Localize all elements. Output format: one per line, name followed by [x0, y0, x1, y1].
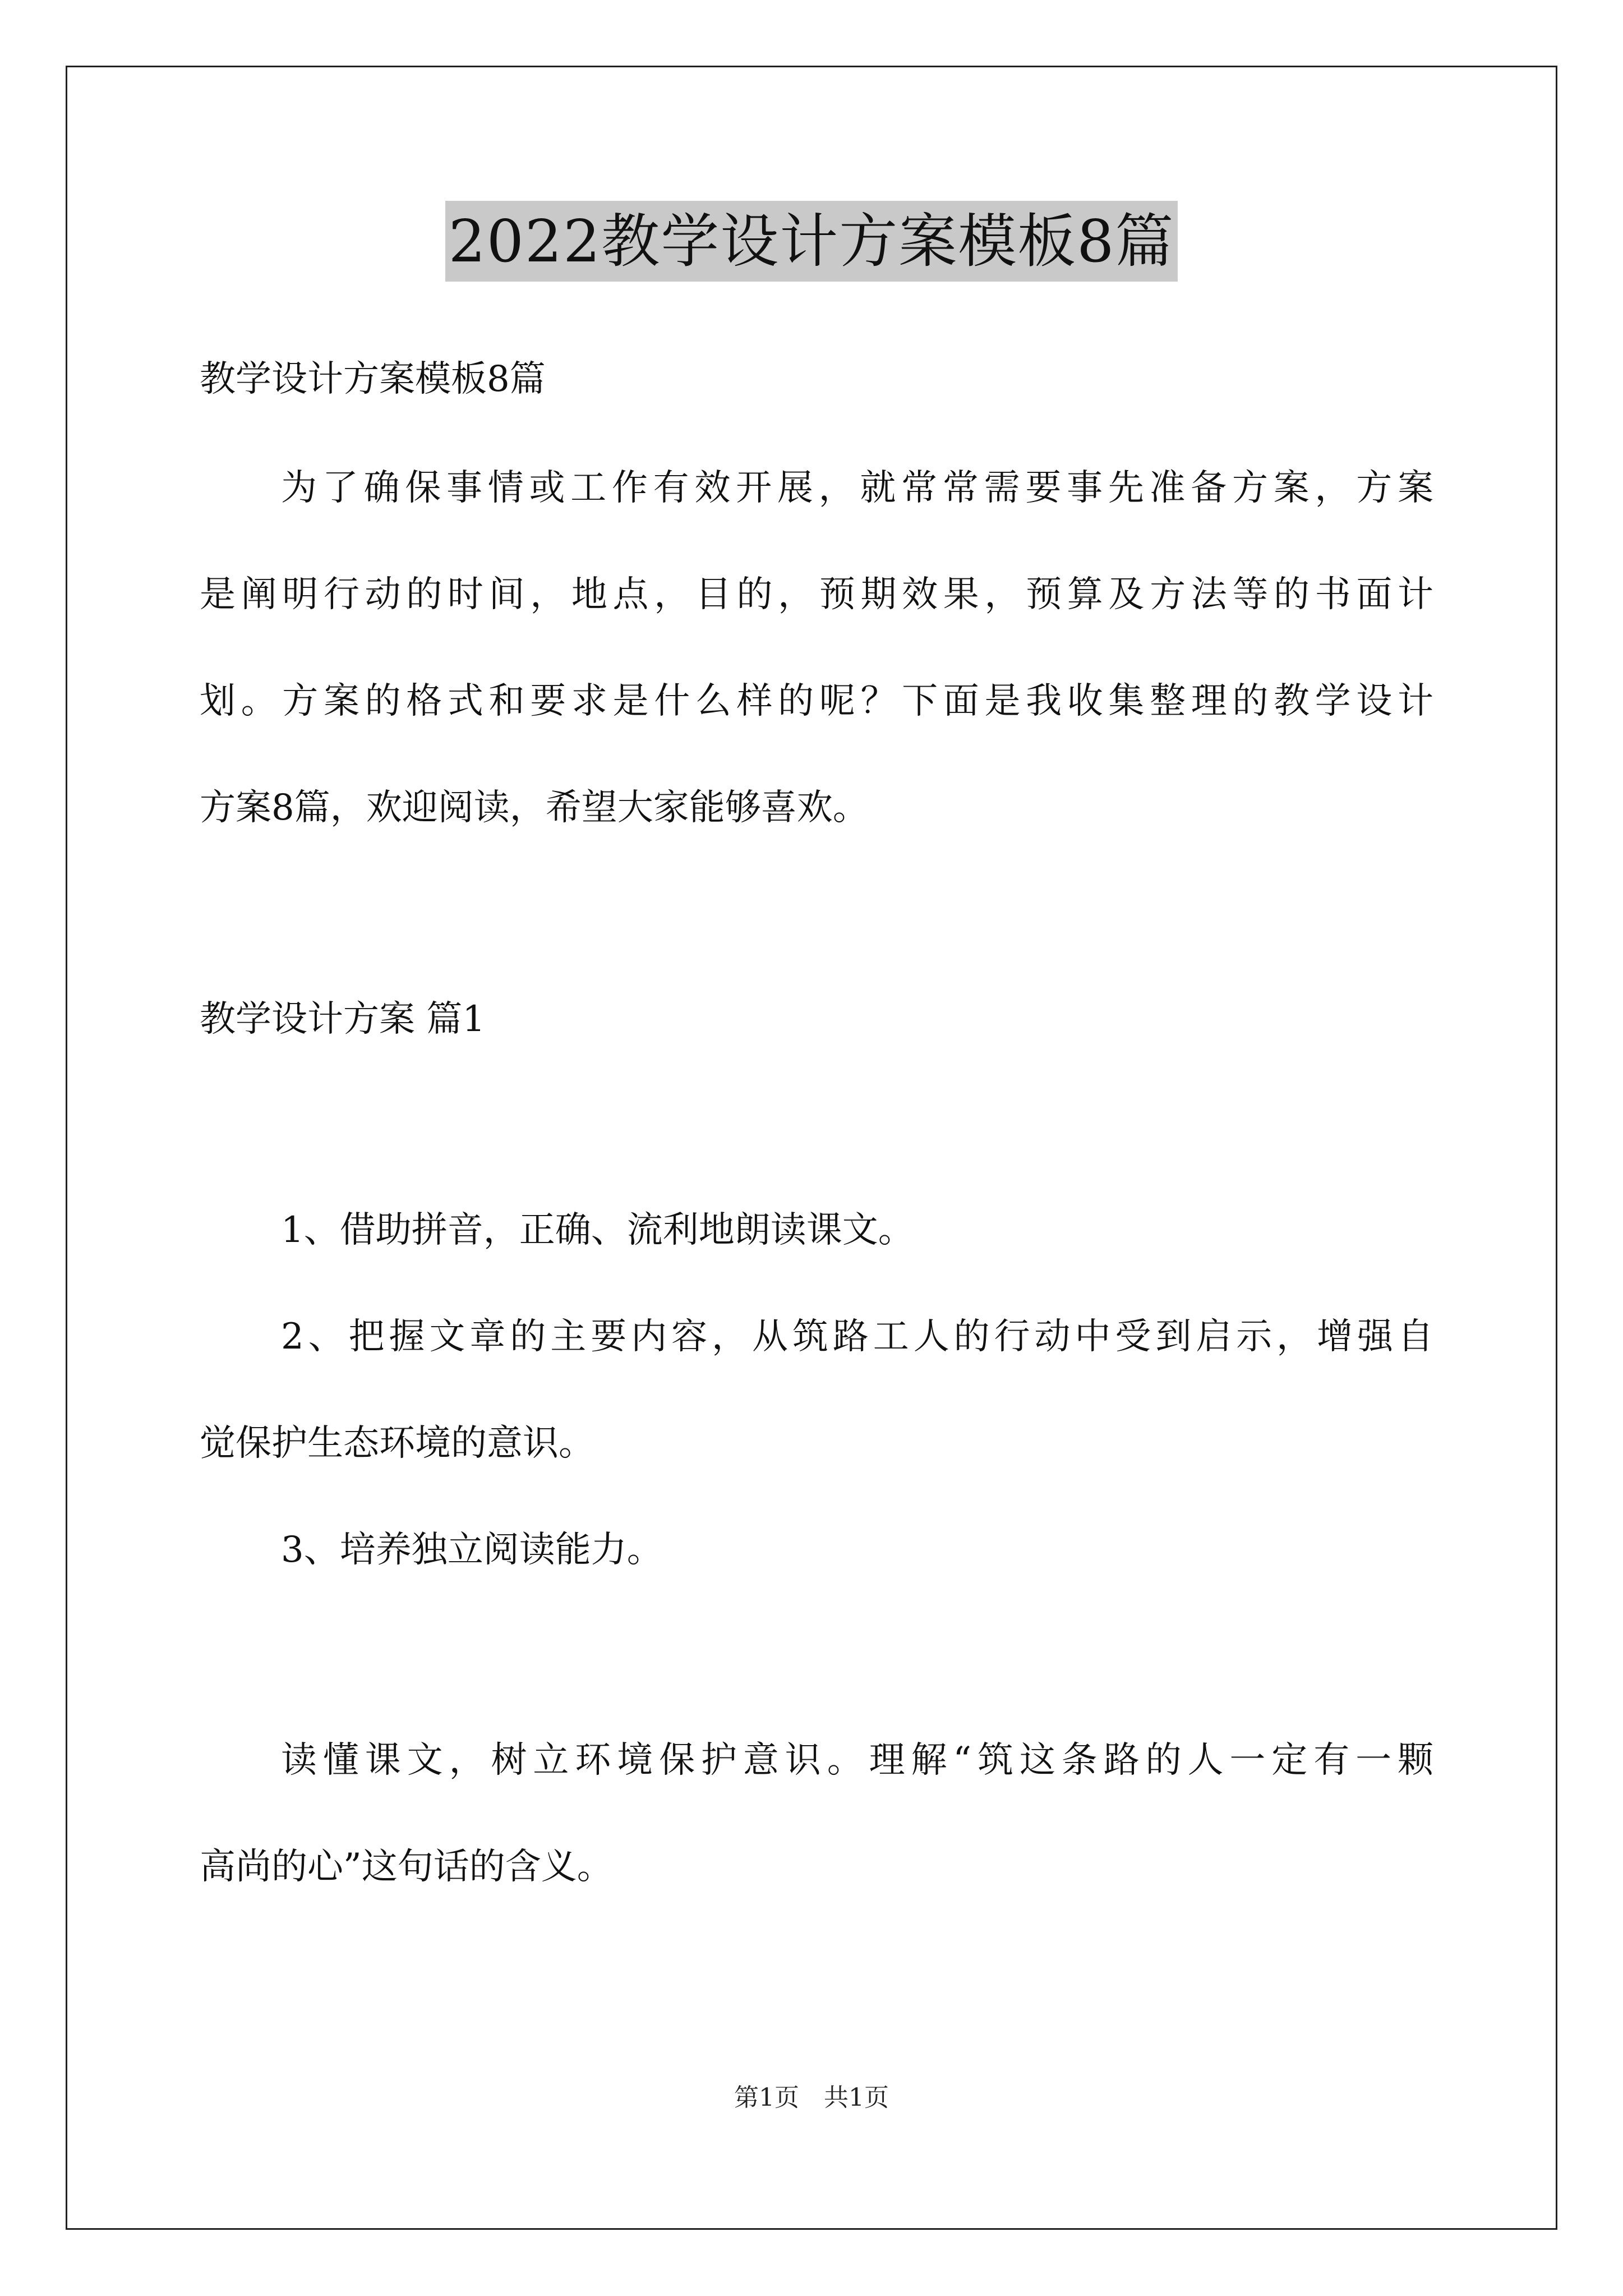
- key-point-line-1: 读懂课文，树立环境保护意识。理解“筑这条路的人一定有一颗: [281, 1740, 1433, 1781]
- intro-line-2: 是阐明行动的时间，地点，目的，预期效果，预算及方法等的书面计: [200, 574, 1433, 615]
- page-number: 第1页: [734, 2083, 799, 2112]
- document-title: 2022教学设计方案模板8篇: [445, 201, 1178, 282]
- page-footer: [0, 2082, 1623, 2114]
- intro-line-1: 为了确保事情或工作有效开展，就常常需要事先准备方案，方案: [281, 467, 1433, 509]
- document-subtitle: 教学设计方案模板8篇: [200, 358, 546, 400]
- intro-line-3: 划。方案的格式和要求是什么样的呢？下面是我收集整理的教学设计: [200, 680, 1433, 722]
- objective-1: 1、借助拼音，正确、流利地朗读课文。: [281, 1209, 914, 1251]
- key-point-line-2: 高尚的心”这句话的含义。: [200, 1846, 613, 1888]
- objective-3: 3、培养独立阅读能力。: [281, 1529, 663, 1571]
- page-total: 共1页: [824, 2083, 889, 2112]
- intro-line-4: 方案8篇，欢迎阅读，希望大家能够喜欢。: [200, 787, 869, 829]
- objective-2-continued: 觉保护生态环境的意识。: [200, 1423, 594, 1464]
- section-heading: 教学设计方案 篇1: [200, 999, 486, 1040]
- objective-2: 2、把握文章的主要内容，从筑路工人的行动中受到启示，增强自: [281, 1316, 1433, 1358]
- title-container: [0, 201, 1623, 282]
